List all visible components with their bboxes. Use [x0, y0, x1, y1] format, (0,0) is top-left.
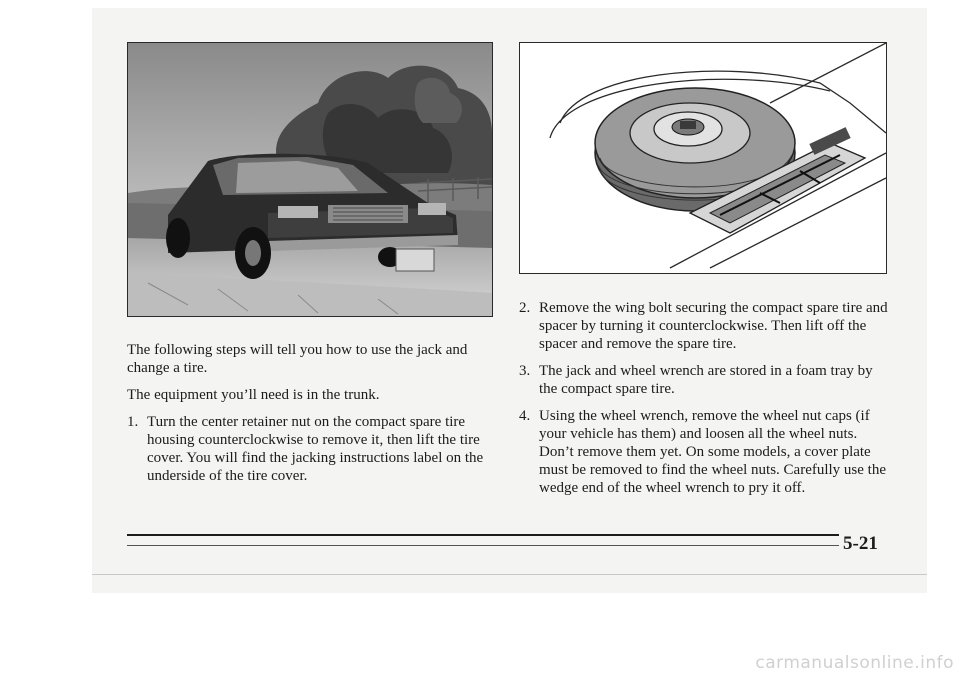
- step-number: 3.: [519, 363, 531, 379]
- watermark-text: carmanualsonline.info: [755, 653, 954, 673]
- step-4: [519, 407, 891, 497]
- step-2: [519, 299, 891, 353]
- step-text: Using the wheel wrench, remove the wheel nut caps (if your vehicle has them) and loosen all the wheel nuts. Don’t remove them yet. On some models, a cover plate must be removed to find the wheel nuts. Carefully use the wedge end of the wheel wrench to pry it off.: [539, 408, 886, 496]
- step-text: Turn the center retainer nut on the compact spare tire housing counterclockwise to remove it, then lift the tire cover. You will find the jacking instructions label on the underside of the tire cover.: [147, 414, 484, 484]
- car-roadside-illustration: [127, 42, 493, 317]
- step-number: 4.: [519, 408, 531, 424]
- step-3: [519, 362, 891, 398]
- page-number: 5-21: [843, 533, 878, 554]
- steps-list-right: [519, 299, 891, 497]
- footer-rule-thick: [127, 534, 839, 536]
- step-1: [127, 413, 497, 485]
- steps-list-left: [127, 413, 497, 485]
- step-text: The jack and wheel wrench are stored in a foam tray by the compact spare tire.: [539, 363, 873, 397]
- step-number: 2.: [519, 300, 531, 316]
- footer-rule-thin: [127, 545, 839, 546]
- step-text: Remove the wing bolt securing the compact spare tire and spacer by turning it counterclockwise. Then lift off the spacer and remove the spare tire.: [539, 300, 888, 352]
- spare-tire-diagram: [519, 42, 887, 274]
- page-bottom-line: [92, 574, 927, 575]
- step-number: 1.: [127, 414, 139, 430]
- right-column: [519, 299, 891, 506]
- left-column: [127, 341, 497, 494]
- intro-paragraph: The following steps will tell you how to use the jack and change a tire.: [127, 342, 468, 376]
- equipment-paragraph: The equipment you’ll need is in the trunk.: [127, 387, 380, 403]
